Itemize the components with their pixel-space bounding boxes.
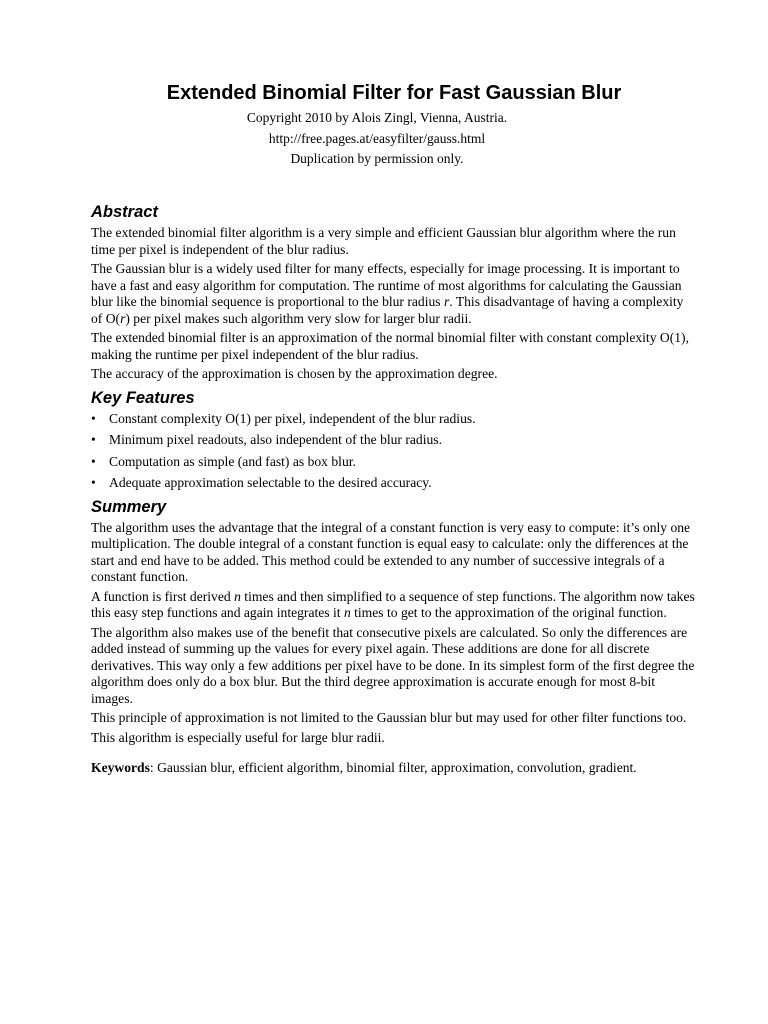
variable-n: n: [343, 605, 351, 620]
variable-r: r: [120, 310, 126, 326]
list-item: • Minimum pixel readouts, also independent of the blur radius.: [91, 432, 442, 447]
abstract-paragraph-1: The extended binomial filter algorithm is a very simple and efficient Gaussian blur algorithm where the run time per pixel is independent of the blur radius.: [91, 225, 676, 257]
copyright-line: Copyright 2010 by Alois Zingl, Vienna, Austria.: [246, 110, 508, 125]
variable-r: r: [443, 294, 450, 309]
permission-note: Duplication by permission only.: [290, 151, 464, 166]
summery-paragraph-3: The algorithm also makes use of the benefit that consecutive pixels are calculated. So only the differences are added instead of summing up the values for every pixel again. These additions are done for all discrete derivatives. This way only a few additions per pixel have to be done. In its simplest form of the first degree the algorithm does only do a box blur. But the third degree approximation is accurate enough for most 8-bit images.: [91, 624, 695, 706]
keywords-text: : Gaussian blur, efficient algorithm, binomial filter, approximation, convolution, gradient.: [149, 760, 637, 775]
feature-list: [91, 411, 695, 492]
list-item: • Computation as simple (and fast) as box blur.: [91, 453, 356, 469]
abstract-paragraph-4: The accuracy of the approximation is chosen by the approximation degree.: [91, 366, 498, 381]
key-features-heading: Key Features: [91, 388, 195, 407]
summery-heading: Summery: [91, 497, 167, 516]
document-body: [91, 202, 695, 780]
abstract-paragraph-2: The Gaussian blur is a widely used filter for many effects, especially for image processing. It is important to have a fast and easy algorithm for computation. The runtime of most algorithms for calculating the Gaussian blur like the binomial sequence is proportional to the blur radius r. This disadvantage of having a complexity of O(r) per pixel makes such algorithm very slow for larger blur radii.: [91, 261, 684, 326]
bullet-icon: •: [91, 453, 96, 469]
abstract-paragraph-3: The extended binomial filter is an approximation of the normal binomial filter with constant complexity O(1), making the runtime per pixel independent of the blur radius.: [91, 330, 689, 362]
summery-paragraph-2: A function is first derived n times and then simplified to a sequence of step functions. The algorithm now takes this easy step functions and again integrates it n times to get to the approximation of the original function.: [91, 588, 695, 620]
variable-n: n: [234, 588, 241, 604]
summery-paragraph-4: This principle of approximation is not limited to the Gaussian blur but may used for other filter functions too.: [91, 710, 687, 725]
keywords-label: Keywords: [91, 760, 150, 775]
summery-paragraph-1: The algorithm uses the advantage that the integral of a constant function is very easy to compute: it’s only one multiplication. The double integral of a constant function is equal easy to calculate: only the differences at the start and end have to be added. This method could be extended to any number of successive integrals of a constant function.: [91, 519, 691, 584]
bullet-icon: •: [91, 475, 96, 490]
summery-section: [91, 497, 695, 747]
bullet-icon: •: [91, 410, 96, 426]
keywords: [91, 760, 695, 777]
summery-paragraph-5: This algorithm is especially useful for large blur radii.: [91, 729, 385, 745]
document-title: Extended Binomial Filter for Fast Gaussian Blur: [166, 82, 622, 104]
key-features-section: [91, 388, 695, 492]
list-item: • Constant complexity O(1) per pixel, independent of the blur radius.: [91, 410, 476, 426]
list-item: • Adequate approximation selectable to the desired accuracy.: [91, 475, 432, 490]
document-url: http://free.pages.at/easyfilter/gauss.html: [268, 131, 486, 146]
abstract-heading: Abstract: [91, 203, 158, 221]
abstract-section: [91, 202, 695, 383]
bullet-icon: •: [91, 432, 96, 447]
